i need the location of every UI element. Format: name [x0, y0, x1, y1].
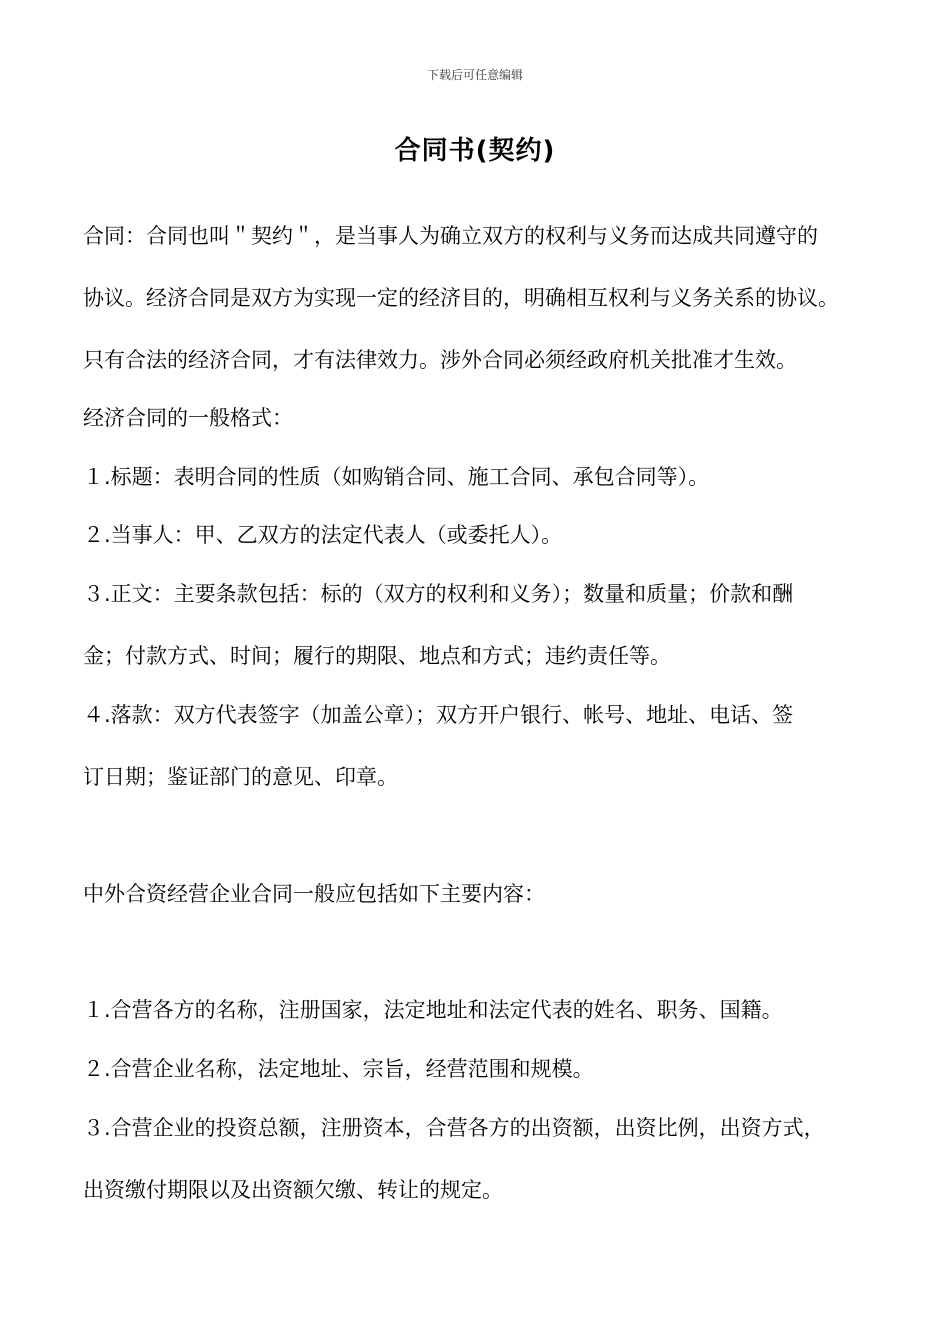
- list-item: ４.落款：双方代表签字（加盖公章）；双方开户银行、帐号、地址、电话、签: [83, 703, 794, 727]
- list-item: １.合营各方的名称，注册国家，法定地址和法定代表的姓名、职务、国籍。: [83, 998, 783, 1022]
- list-item: ２.合营企业名称，法定地址、宗旨，经营范围和规模。: [83, 1057, 594, 1081]
- section-heading: 中外合资经营企业合同一般应包括如下主要内容：: [83, 882, 545, 906]
- paragraph-line: 合同：合同也叫＂契约＂，是当事人为确立双方的权利与义务而达成共同遵守的: [83, 224, 818, 248]
- section-heading: 经济合同的一般格式：: [83, 406, 293, 430]
- list-item: ２.当事人：甲、乙双方的法定代表人（或委托人）。: [83, 523, 563, 547]
- paragraph-line: 只有合法的经济合同，才有法律效力。涉外合同必须经政府机关批准才生效。: [83, 348, 797, 372]
- list-item-continuation: 金；付款方式、时间；履行的期限、地点和方式；违约责任等。: [83, 644, 671, 668]
- list-item: ３.合营企业的投资总额，注册资本，合营各方的出资额，出资比例，出资方式，: [83, 1116, 825, 1140]
- list-item: ３.正文：主要条款包括：标的（双方的权利和义务）；数量和质量；价款和酬: [83, 582, 794, 606]
- list-item: １.标题：表明合同的性质（如购销合同、施工合同、承包合同等）。: [83, 465, 710, 489]
- header-note: 下载后可任意编辑: [426, 68, 523, 82]
- list-item-continuation: 订日期；鉴证部门的意见、印章。: [83, 765, 398, 789]
- document-title: 合同书(契约): [394, 136, 556, 166]
- list-item-continuation: 出资缴付期限以及出资额欠缴、转让的规定。: [83, 1178, 503, 1202]
- paragraph-line: 协议。经济合同是双方为实现一定的经济目的，明确相互权利与义务关系的协议。: [83, 286, 839, 310]
